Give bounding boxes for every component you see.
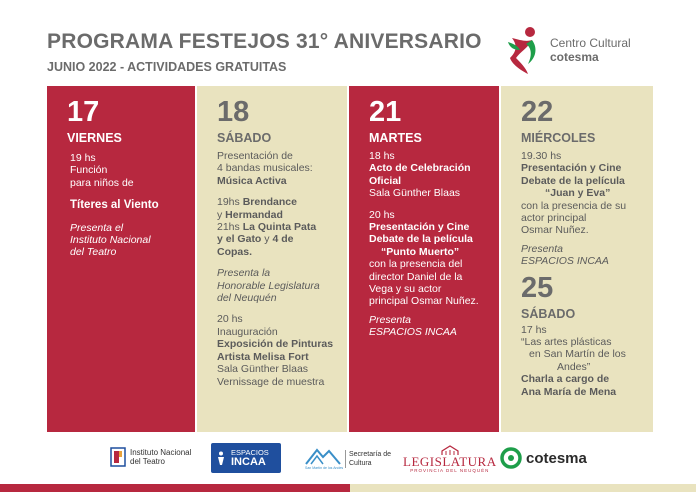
int-logo [110,447,191,467]
event-line: Sala Günther Blaas [369,187,461,200]
event-line: Vega y su actor [369,283,442,296]
int-text: del Teatro [130,457,165,466]
event-line: Osmar Nuñez. [521,224,589,237]
incaa-logo [211,443,281,473]
cultura-text: Cultura [349,460,372,467]
event-line: Inauguración [217,325,278,338]
legislatura-subtext: PROVINCIA DEL NEUQUÉN [410,468,490,473]
band-line: y el Gato y 4 de [217,233,294,246]
mountains-icon [305,447,341,465]
cultura-logo [305,447,391,471]
event-time: 20 hs [369,208,395,221]
presenter-line: del Neuquén [217,292,277,305]
logo-text-line2: cotesma [550,50,599,64]
event-title: Presentación y Cine [521,162,622,175]
presenter-line: Presenta la [217,267,271,280]
event-line: “Las artes plásticas [521,336,612,349]
presenter-line: ESPACIOS INCAA [369,326,457,339]
event-title: Oficial [369,174,402,187]
day-name: VIERNES [67,131,122,145]
int-theatre-icon [110,447,126,467]
event-line: Presentación de [217,150,293,162]
bottom-bar-red [0,484,350,492]
sponsor-logos [0,441,696,475]
event-title: Charla a cargo de [521,373,610,386]
event-line: con la presencia del [369,258,463,271]
day-number: 25 [521,271,554,304]
cotesma-swirl-icon [500,447,522,469]
day-number: 22 [521,96,554,128]
presenter-line: del Teatro [70,246,117,259]
event-time: 17 hs [521,323,547,336]
cotesma-figure-icon [506,24,546,74]
event-title: Exposición de Pinturas [217,338,334,351]
presenter-line: Presenta el [70,221,124,234]
presenter-line: Honorable Legislatura [217,279,320,292]
event-time: 18 hs [369,150,395,162]
event-title: Debate de la película [369,233,473,246]
cultura-text: Secretaría de [349,451,392,458]
bottom-bar-cream [350,484,696,492]
incaa-figure-icon [216,451,226,465]
event-title: Acto de Celebración [369,162,471,175]
event-title: Títeres al Viento [70,199,159,212]
int-text: Instituto Nacional [130,448,192,457]
event-line: en San Martín de los [529,348,626,361]
centro-cultural-logo [506,24,656,74]
cotesma-text: cotesma [526,449,587,467]
event-title: Artista Melisa Fort [217,350,309,363]
event-line: director Daniel de la [369,270,463,283]
event-title: Música Activa [217,174,287,187]
event-line: Función [70,164,108,177]
event-time: 19 hs [70,152,96,164]
presenter-line: Presenta [521,242,564,255]
event-time: 19.30 hs [521,150,562,162]
presenter-line: ESPACIOS INCAA [521,255,609,268]
event-line: 4 bandas musicales: [217,162,313,175]
day-name: SÁBADO [217,131,272,145]
day-name: MARTES [369,131,422,145]
day-21-panel [349,86,499,432]
event-title: “Punto Muerto” [381,245,460,258]
cultura-small-text: San Martín de los Andes [305,466,344,470]
page-title: PROGRAMA FESTEJOS 31° ANIVERSARIO [47,30,482,53]
day-number: 17 [67,96,100,128]
legislatura-logo [403,445,497,473]
day-22-25-panel [501,86,653,432]
day-18-panel [197,86,347,432]
event-line: Sala Günther Blaas [217,363,309,376]
event-line: con la presencia de su [521,199,627,212]
incaa-text: ESPACIOS [231,447,269,457]
event-line: para niños de [70,176,134,189]
day-number: 18 [217,96,250,128]
day-number: 21 [369,96,402,128]
legislatura-text: LEGISLATURA [403,454,497,469]
event-title: Presentación y Cine [369,221,470,234]
incaa-text: INCAA [231,455,266,468]
event-title: Ana María de Mena [521,385,617,398]
presenter-line: Instituto Nacional [70,234,151,247]
cotesma-logo [500,447,587,469]
band-line: 19hs Brendance [217,196,297,209]
day-name: SÁBADO [521,306,576,321]
day-17-panel [47,86,195,432]
logo-text-line1: Centro Cultural [550,36,631,50]
event-line: Andes” [557,360,591,373]
band-line: Copas. [217,245,253,258]
page-subtitle: JUNIO 2022 - ACTIVIDADES GRATUITAS [47,60,287,74]
day-name: MIÉRCOLES [521,131,596,145]
presenter-line: Presenta [369,313,412,326]
event-title: Debate de la película [521,174,625,187]
event-line: principal Osmar Nuñez. [369,295,479,308]
event-line: Vernissage de muestra [217,375,325,388]
event-time: 20 hs [217,313,243,326]
band-line: 21hs La Quinta Pata [217,221,317,234]
band-line: y Hermandad [217,208,283,221]
event-line: actor principal [521,212,587,225]
event-title: “Juan y Eva” [545,187,611,200]
